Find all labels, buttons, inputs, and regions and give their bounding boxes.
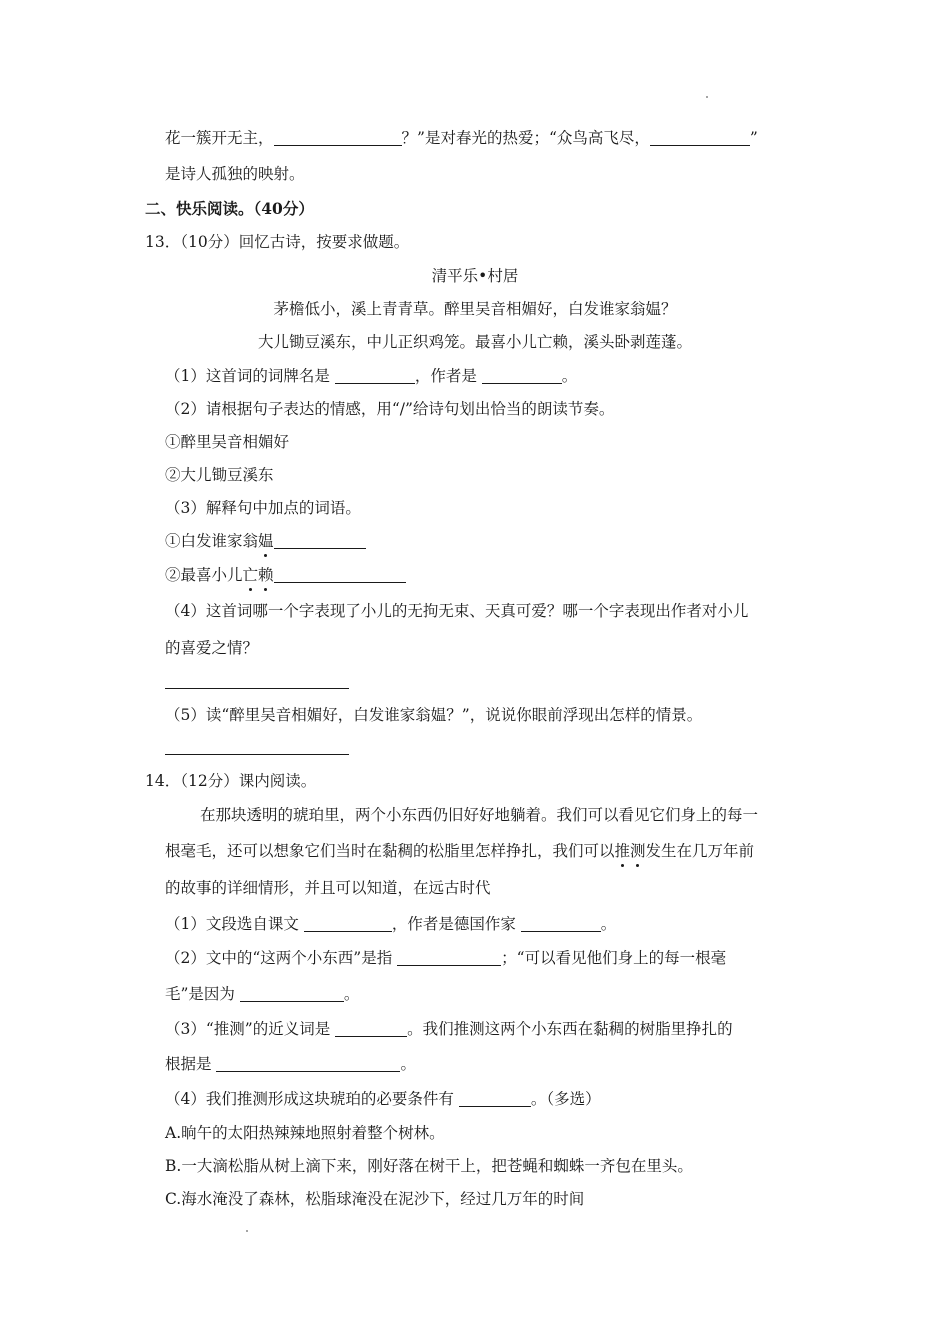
q13-sub3-item: ①白发谁家翁媪 <box>165 530 366 552</box>
q13-sub3: （3）解释句中加点的词语。 <box>165 499 361 517</box>
answer-blank[interactable] <box>335 367 415 384</box>
q13-sub2: （2）请根据句子表达的情感，用“/”给诗句划出恰当的朗读节奏。 <box>165 400 615 418</box>
q14-sub3: （3）“推测”的近义词是 。我们推测这两个小东西在黏稠的树脂里挣扎的 <box>165 1020 733 1038</box>
q13-sub5: （5）读“醉里吴音相媚好，白发谁家翁媪？”，说说你眼前浮现出怎样的情景。 <box>165 706 703 724</box>
answer-blank[interactable] <box>335 1020 407 1037</box>
answer-blank[interactable] <box>274 129 402 146</box>
answer-line[interactable] <box>165 688 349 689</box>
scan-speck <box>246 1230 248 1232</box>
poem-fill-line-2: 是诗人孤独的映射。 <box>165 165 305 183</box>
question-13-header: 13．（10分）回忆古诗，按要求做题。 <box>145 233 410 251</box>
emphasis-dot-char: 测 <box>630 842 646 860</box>
answer-blank[interactable] <box>459 1090 531 1107</box>
passage-line: 的故事的详细情形，并且可以知道，在远古时代 <box>165 879 491 897</box>
q13-sub2-item: ①醉里吴音相媚好 <box>165 433 290 451</box>
q14-sub4: （4）我们推测形成这块琥珀的必要条件有 。（多选） <box>165 1090 601 1108</box>
q14-sub3-cont: 根据是 。 <box>165 1055 416 1073</box>
option-b: B.一大滴松脂从树上滴下来，刚好落在树干上，把苍蝇和蜘蛛一齐包在里头。 <box>165 1157 693 1175</box>
answer-blank[interactable] <box>650 129 750 146</box>
emphasis-dot-char: 推 <box>614 842 631 860</box>
emphasis-dot-char: 亡 <box>242 566 259 584</box>
poem-line: 茅檐低小，溪上青青草。醉里吴音相媚好，白发谁家翁媪？ <box>273 300 677 318</box>
emphasis-dot-char: 赖 <box>258 566 274 584</box>
answer-blank[interactable] <box>216 1055 400 1072</box>
q14-sub2: （2）文中的“这两个小东西”是指 ；“可以看见他们身上的每一根毫 <box>165 949 727 967</box>
option-a: A.晌午的太阳热辣辣地照射着整个树林。 <box>165 1124 445 1142</box>
answer-blank[interactable] <box>482 367 562 384</box>
q14-sub2-cont: 毛”是因为 。 <box>165 985 360 1003</box>
answer-blank[interactable] <box>274 566 406 583</box>
answer-blank[interactable] <box>240 985 344 1002</box>
passage-line: 在那块透明的琥珀里，两个小东西仍旧好好地躺着。我们可以看见它们身上的每一 <box>200 806 759 824</box>
poem-line: 大儿锄豆溪东，中儿正织鸡笼。最喜小儿亡赖，溪头卧剥莲蓬。 <box>257 333 692 351</box>
emphasis-dot-char: 媪 <box>258 532 274 550</box>
q13-sub2-item: ②大儿锄豆溪东 <box>165 466 274 484</box>
option-c: C.海水淹没了森林，松脂球淹没在泥沙下，经过几万年的时间 <box>165 1190 585 1208</box>
poem-title: 清平乐•村居 <box>431 267 519 285</box>
poem-fill-line: 花一簇开无主， ？”是对春光的热爱；“众鸟高飞尽， ” <box>165 129 758 147</box>
section-title: 二、快乐阅读。（40分） <box>145 199 314 218</box>
answer-blank[interactable] <box>304 915 392 932</box>
answer-blank[interactable] <box>274 532 366 549</box>
question-14-header: 14．（12分）课内阅读。 <box>145 772 317 790</box>
answer-line[interactable] <box>165 754 349 755</box>
q14-sub1: （1）文段选自课文 ，作者是德国作家 。 <box>165 915 617 933</box>
answer-blank[interactable] <box>397 949 501 966</box>
answer-blank[interactable] <box>521 915 601 932</box>
passage-line: 根毫毛，还可以想象它们当时在黏稠的松脂里怎样挣扎，我们可以推测发生在几万年前 <box>165 842 755 860</box>
q13-sub4-cont: 的喜爱之情？ <box>165 639 259 657</box>
q13-sub3-item: ②最喜小儿亡赖 <box>165 564 406 586</box>
q13-sub1: （1）这首词的词牌名是 ，作者是 。 <box>165 367 578 385</box>
scan-speck <box>706 96 708 98</box>
q13-sub4: （4）这首词哪一个字表现了小儿的无拘无束、天真可爱？哪一个字表现出作者对小儿 <box>165 602 749 620</box>
